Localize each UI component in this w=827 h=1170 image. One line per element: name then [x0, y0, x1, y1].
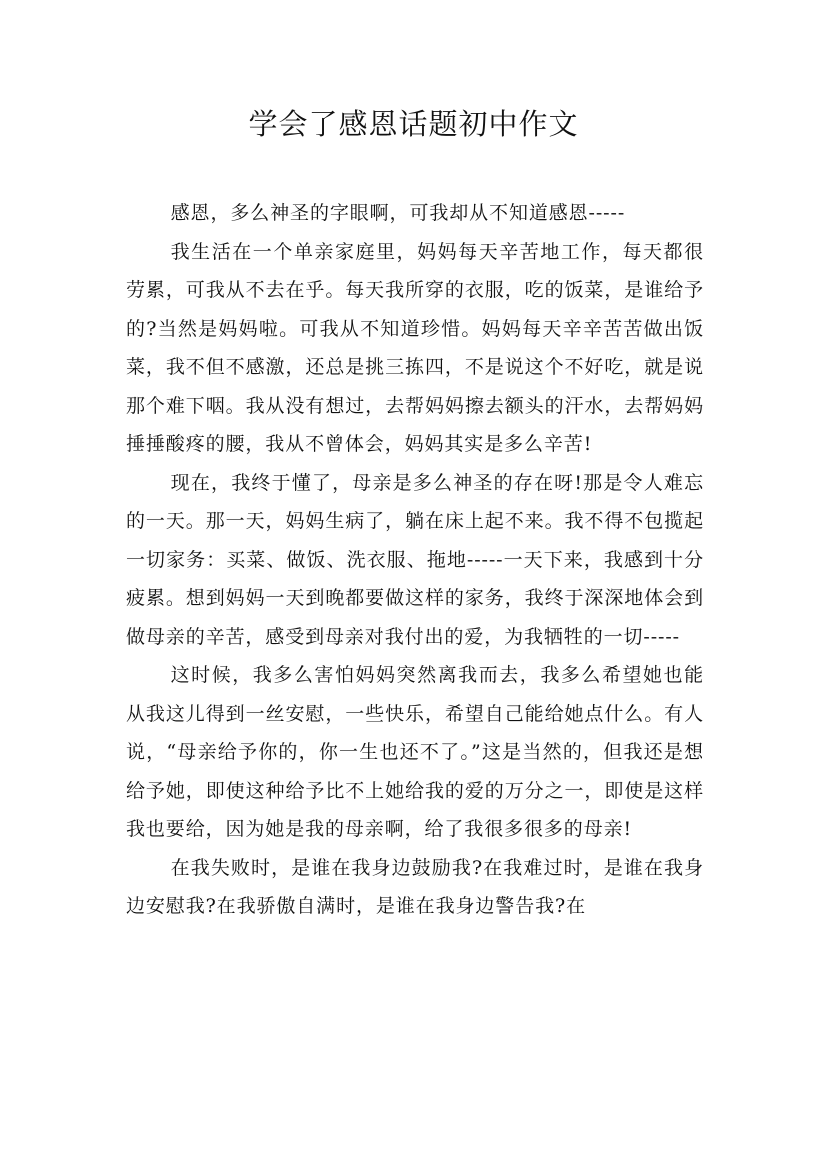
paragraph: 感恩，多么神圣的字眼啊，可我却从不知道感恩----- [170, 202, 626, 224]
paragraph: 这时候，我多么害怕妈妈突然离我而去，我多么希望她也能从我这儿得到一丝安慰，一些快乐，希望自己能给她点什么。有人说，“母亲给予你的，你一生也还不了。”这是当然的，但我还是想给予她，即使这种给予比不上她给我的爱的万分之一，即使是这样我也要给，因为她是我的母亲啊，给了我很多很多的母亲! [126, 664, 704, 840]
paragraph: 我生活在一个单亲家庭里，妈妈每天辛苦地工作，每天都很劳累，可我从不去在乎。每天我所穿的衣服，吃的饭菜，是谁给予的?当然是妈妈啦。可我从不知道珍惜。妈妈每天辛辛苦苦做出饭菜，我不但不感激，还总是挑三拣四，不是说这个不好吃，就是说那个难下咽。我从没有想过，去帮妈妈擦去额头的汗水，去帮妈妈捶捶酸疼的腰，我从不曾体会，妈妈其实是多么辛苦! [126, 240, 704, 455]
paragraph: 在我失败时，是谁在我身边鼓励我?在我难过时，是谁在我身边安慰我?在我骄傲自满时，是谁在我身边警告我?在 [126, 856, 704, 917]
paragraph: 现在，我终于懂了，母亲是多么神圣的存在呀!那是令人难忘的一天。那一天，妈妈生病了，躺在床上起不来。我不得不包揽起一切家务：买菜、做饭、洗衣服、拖地-----一天下来，我感到十分疲累。想到妈妈一天到晚都要做这样的家务，我终于深深地体会到做母亲的辛苦，感受到母亲对我付出的爱，为我牺牲的一切----- [126, 471, 704, 648]
document-body [126, 194, 704, 926]
document-title: 学会了感恩话题初中作文 [248, 107, 579, 141]
